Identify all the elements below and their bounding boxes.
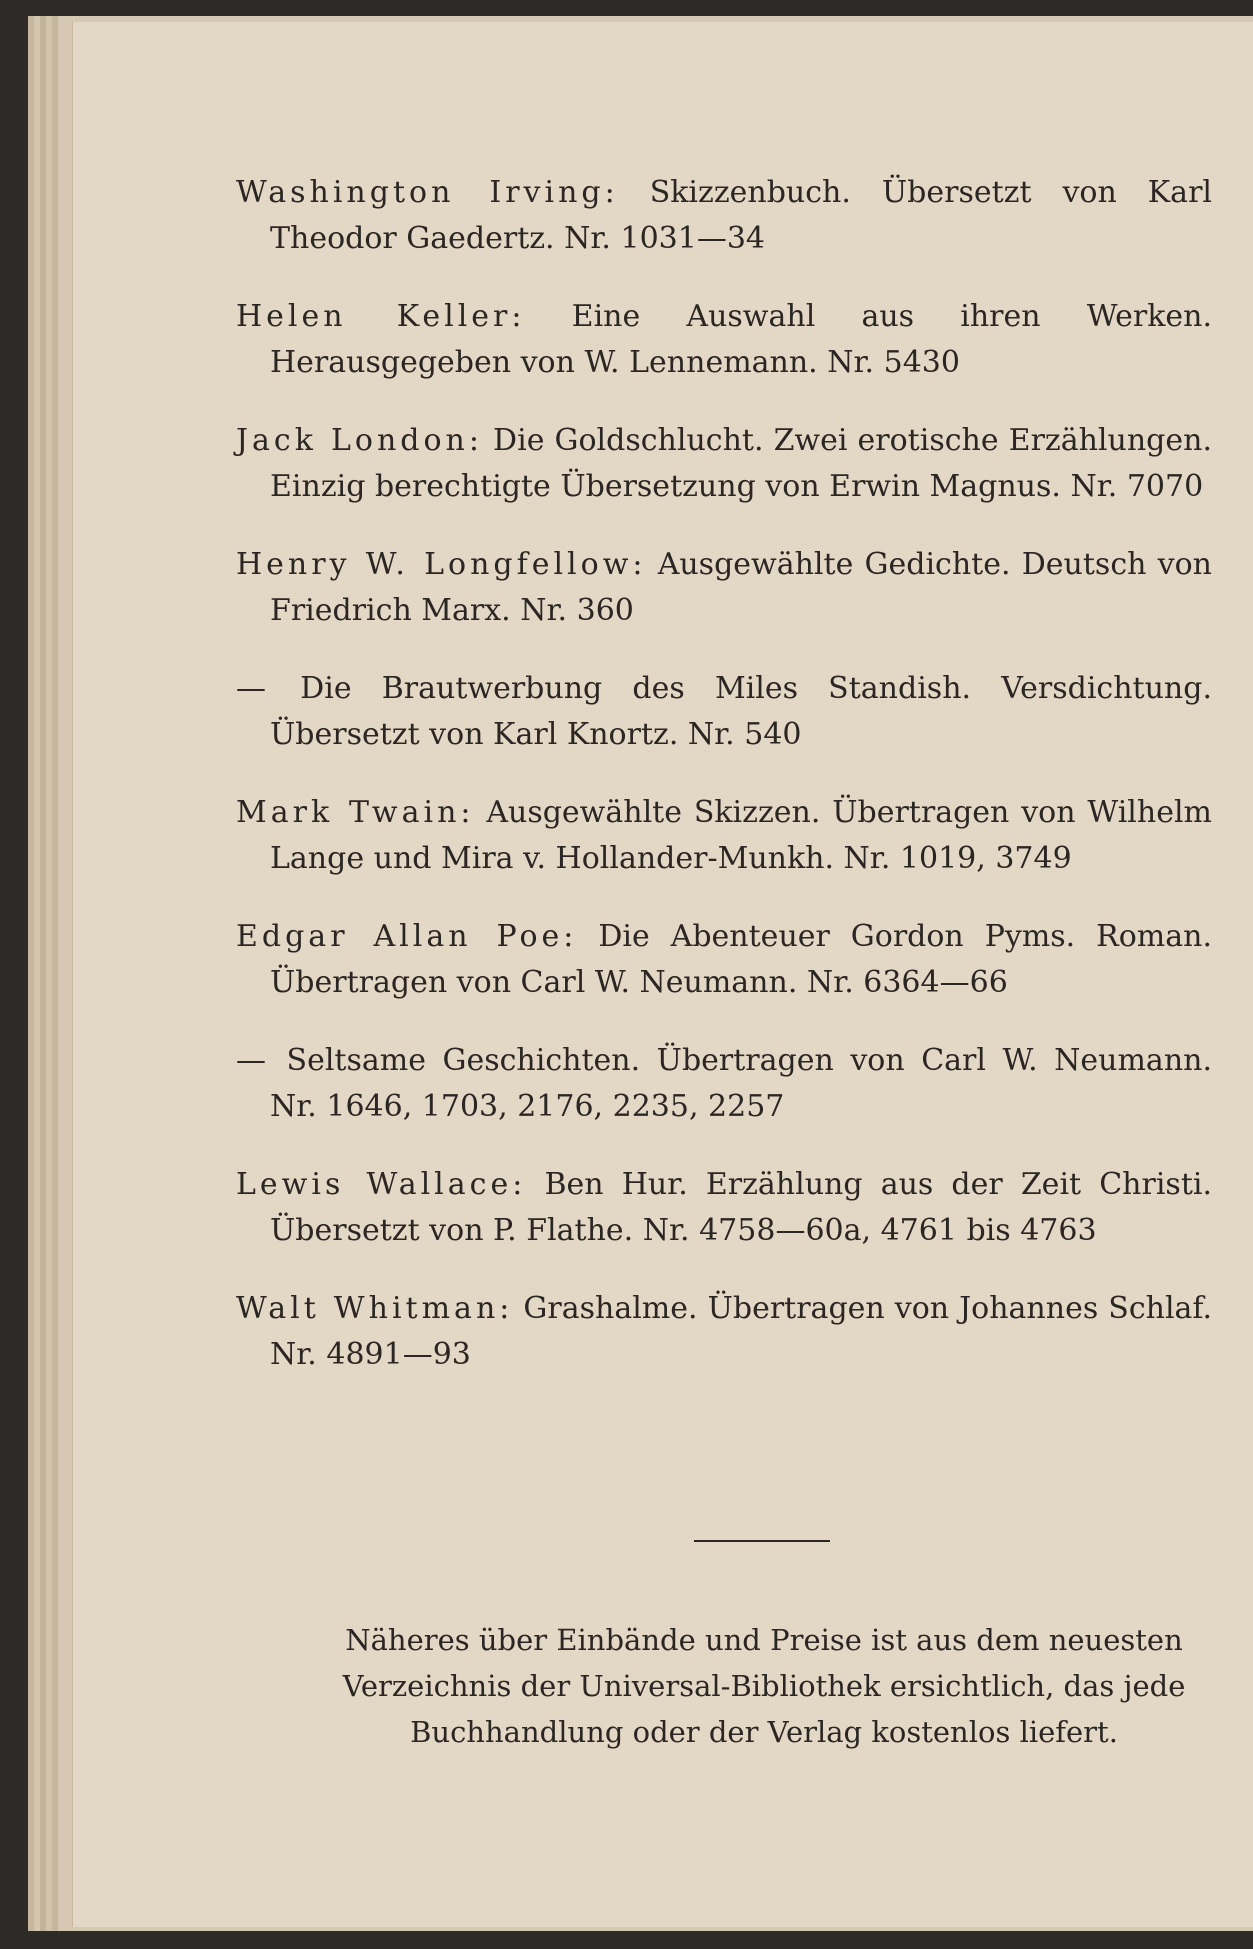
entry-text: Ben Hur. Erzählung aus der Zeit Christi. Übersetzt von P. Flathe. Nr. 4758—60a, 4761 bis 4763 (270, 1167, 1213, 1248)
entry-text: Die Abenteuer Gordon Pyms. Roman. Übertragen von Carl W. Neumann. Nr. 6364—66 (270, 919, 1213, 1000)
catalog-entry-poe-2 (236, 1038, 1212, 1130)
catalog-entry-whitman (236, 1286, 1212, 1378)
entry-author: Jack London: (236, 423, 483, 458)
catalog-entry-london (236, 418, 1212, 510)
entry-author: Lewis Wallace: (236, 1167, 527, 1202)
entry-text: Eine Auswahl aus ihren Werken. Herausgegeben von W. Lennemann. Nr. 5430 (270, 299, 1212, 380)
catalog-entry-twain (236, 790, 1212, 882)
entry-text: Skizzenbuch. Übersetzt von Karl Theodor Gaedertz. Nr. 1031—34 (270, 175, 1213, 256)
catalog-list (236, 170, 1212, 1410)
catalog-footer-note: Näheres über Einbände und Preise ist aus dem neuesten Verzeichnis der Universal-Bibliothek ersichtlich, das jede Buchhandlung oder der Verlag kostenlos liefert. (342, 1623, 1186, 1749)
entry-dash: — (236, 671, 270, 706)
catalog-entry-poe (236, 914, 1212, 1006)
entry-author: Mark Twain: (236, 795, 475, 830)
entry-author: Washington Irving: (236, 175, 619, 210)
entry-text: Die Goldschlucht. Zwei erotische Erzählungen. Einzig berechtigte Übersetzung von Erwin Magnus. Nr. 7070 (270, 423, 1212, 504)
entry-dash: — (236, 1043, 270, 1078)
catalog-entry-irving (236, 170, 1212, 262)
entry-text: Seltsame Geschichten. Übertragen von Carl W. Neumann. Nr. 1646, 1703, 2176, 2235, 2257 (270, 1043, 1212, 1124)
entry-author: Edgar Allan Poe: (236, 919, 578, 954)
entry-text: Die Brautwerbung des Miles Standish. Versdichtung. Übersetzt von Karl Knortz. Nr. 540 (270, 671, 1212, 752)
entry-author: Helen Keller: (236, 299, 526, 334)
entry-text: Ausgewählte Gedichte. Deutsch von Friedrich Marx. Nr. 360 (270, 547, 1212, 628)
entry-text: Grashalme. Übertragen von Johannes Schlaf. Nr. 4891—93 (270, 1291, 1212, 1372)
entry-text: Ausgewählte Skizzen. Übertragen von Wilhelm Lange und Mira v. Hollander-Munkh. Nr. 1019, 3749 (270, 795, 1212, 876)
catalog-entry-longfellow-2 (236, 666, 1212, 758)
catalog-entry-longfellow (236, 542, 1212, 634)
entry-author: Walt Whitman: (236, 1291, 514, 1326)
section-divider (694, 1540, 830, 1542)
entry-author: Henry W. Longfellow: (236, 547, 647, 582)
catalog-entry-keller (236, 294, 1212, 386)
catalog-entry-wallace (236, 1162, 1212, 1254)
